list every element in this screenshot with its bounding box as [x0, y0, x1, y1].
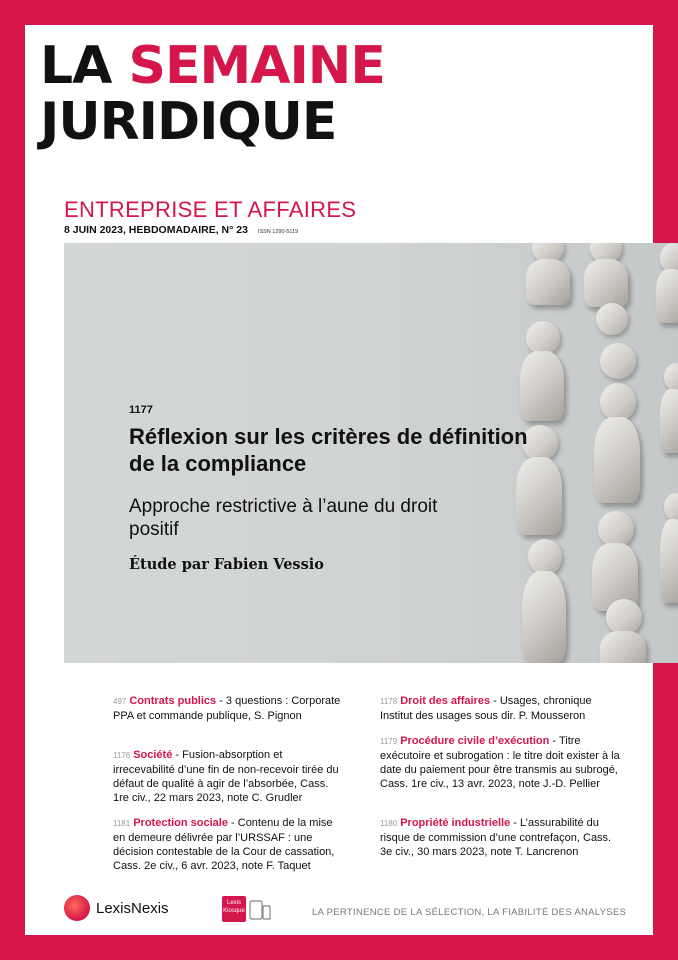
issn: ISSN 1290-5119 — [257, 229, 299, 235]
toc-item[interactable] — [113, 694, 343, 723]
wooden-figure — [656, 243, 678, 323]
wooden-figure — [522, 539, 566, 663]
toc-category: Propriété industrielle — [400, 817, 511, 829]
toc-category: Procédure civile d’exécution — [400, 735, 550, 747]
toc-item[interactable] — [380, 694, 620, 723]
publisher-name: LexisNexis — [96, 899, 169, 917]
wooden-figure — [660, 363, 678, 453]
wooden-figure — [526, 243, 570, 303]
toc-item[interactable] — [380, 734, 620, 791]
masthead-la: LA — [40, 36, 112, 96]
tagline: LA PERTINENCE DE LA SÉLECTION, LA FIABILITÉ DES ANALYSES — [312, 907, 627, 918]
article-subtitle: Approche restrictive à l’aune du droit positif — [129, 496, 438, 540]
toc-text: - Contenu de la mise en demeure délivrée par l’URSSAF : une décision contestable de la Cour de cassation, Cass. 2e civ., 6 avr. 2023, note F. Taquet — [113, 817, 335, 872]
wooden-figure — [594, 383, 640, 503]
devices-icon — [249, 897, 271, 921]
toc-category: Droit des affaires — [400, 695, 491, 707]
frame-left — [0, 0, 25, 960]
toc-number: 1181 — [113, 819, 131, 828]
wooden-figure — [600, 599, 646, 663]
toc-item[interactable] — [113, 748, 345, 805]
toc-text: - Usages, chronique Institut des usages sous dir. P. Mousseron — [380, 695, 592, 722]
toc-text: - L’assurabilité du risque de commission d’une contrefaçon, Cass. 3e civ., 30 mars 2023, note T. Lancrenon — [380, 817, 612, 858]
cover-photo[interactable] — [64, 243, 678, 663]
lexis-kiosque-badge[interactable] — [222, 896, 246, 922]
masthead-semaine: SEMAINE — [128, 36, 385, 96]
toc-item[interactable] — [113, 816, 345, 873]
wooden-figure — [584, 243, 628, 305]
kiosque-line-1: Lexis — [226, 900, 241, 906]
wooden-figure — [520, 321, 564, 421]
masthead-line-1 — [40, 36, 385, 96]
lexisnexis-icon — [64, 895, 90, 921]
toc-number: 1180 — [380, 819, 398, 828]
toc-category: Société — [133, 749, 173, 761]
toc-number: 1176 — [113, 751, 131, 760]
toc-number: 497 — [113, 697, 127, 706]
frame-top — [0, 0, 678, 25]
article-author: Étude par Fabien Vessio — [129, 556, 324, 573]
edition-title: ENTREPRISE ET AFFAIRES — [64, 197, 357, 222]
issue-date: 8 JUIN 2023, HEBDOMADAIRE, N° 23 — [64, 224, 248, 236]
article-number: 1177 — [129, 404, 153, 416]
toc-category: Contrats publics — [129, 695, 217, 707]
wooden-figure — [660, 493, 678, 603]
toc-number: 1178 — [380, 697, 398, 706]
article-title[interactable]: Réflexion sur les critères de définition de la compliance — [129, 424, 528, 476]
toc-category: Protection sociale — [133, 817, 228, 829]
toc-text: - 3 questions : Corporate PPA et commande publique, S. Pignon — [113, 695, 341, 722]
kiosque-line-2: Kiosque — [223, 908, 245, 914]
masthead-juridique: JURIDIQUE — [40, 92, 337, 152]
toc-text: - Fusion-absorption et irrecevabilité d’une fin de non-recevoir tirée du défaut de qualité à agir de l’absorbée, Cass. 1re civ., 22 mars 2023, note C. Grudler — [113, 749, 339, 804]
lexisnexis-logo[interactable] — [64, 895, 169, 921]
dateline — [64, 224, 298, 236]
wooden-figure — [592, 511, 638, 611]
frame-bottom — [0, 935, 678, 960]
toc-item[interactable] — [380, 816, 620, 859]
toc-text: - Titre exécutoire et subrogation : le titre doit exister à la date du paiement pour être transmis au subrogé, Cass. 1re civ., 13 avr. 2023, note J.-D. Pellier — [380, 735, 620, 790]
toc-number: 1179 — [380, 737, 398, 746]
masthead — [40, 36, 385, 152]
